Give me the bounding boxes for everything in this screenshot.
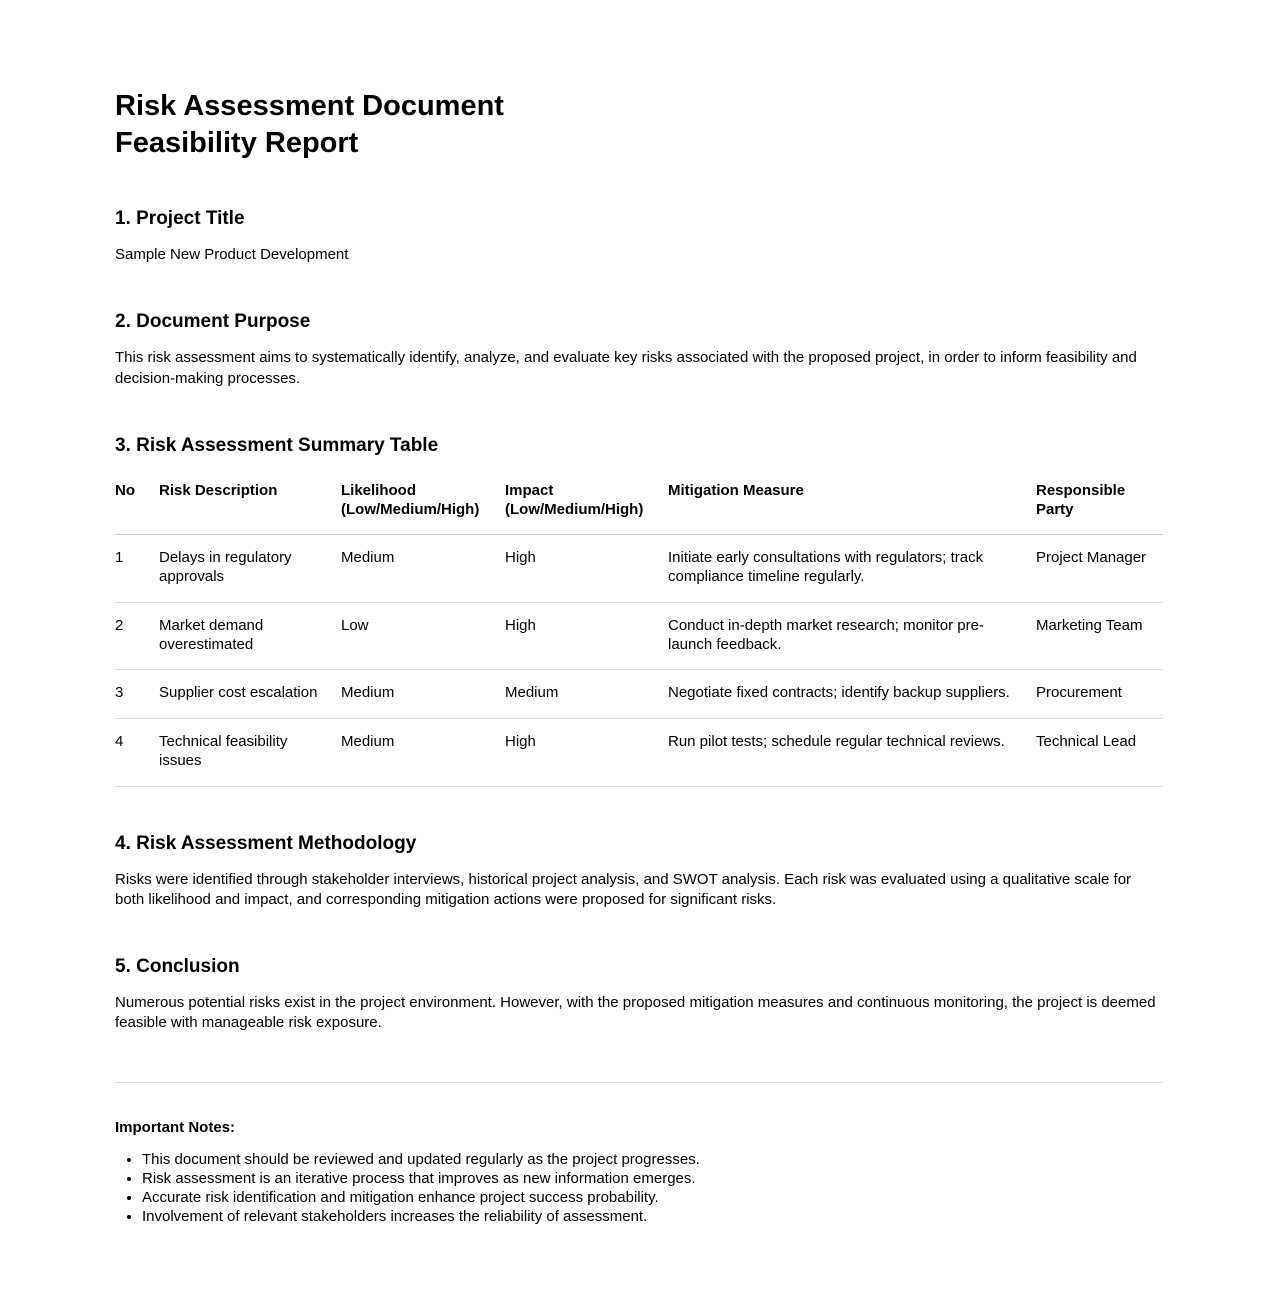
risk-table-header [115,472,1163,535]
section-heading-conclusion: 5. Conclusion [115,956,240,978]
cell-likelihood: Low [341,602,505,670]
cell-responsible: Technical Lead [1036,719,1163,787]
cell-impact: High [505,535,668,603]
cell-impact: High [505,602,668,670]
column-header-impact: Impact (Low/Medium/High) [505,472,668,535]
note-item: • Accurate risk identification and mitigation enhance project success probability. [142,1189,1163,1207]
header-row [115,472,1163,535]
note-item: • Involvement of relevant stakeholders increases the reliability of assessment. [142,1208,1163,1226]
project-title-text: Sample New Product Development [115,246,349,264]
cell-responsible: Procurement [1036,670,1163,719]
section-heading-methodology: 4. Risk Assessment Methodology [115,832,417,854]
risk-table-body [115,535,1163,786]
section-heading-summary-table: 3. Risk Assessment Summary Table [115,434,439,456]
table-row [115,602,1163,670]
column-header-risk-description: Risk Description [159,472,341,535]
cell-impact: High [505,719,668,787]
notes-list [120,1151,1163,1226]
document-title-line-2: Feasibility Report [115,127,359,160]
cell-risk-description: Market demand overestimated [159,602,341,670]
section-divider [115,1082,1163,1083]
cell-responsible: Project Manager [1036,535,1163,603]
cell-likelihood: Medium [341,535,505,603]
cell-likelihood: Medium [341,719,505,787]
notes-heading: Important Notes: [115,1118,235,1136]
cell-mitigation: Run pilot tests; schedule regular technical reviews. [668,719,1036,787]
cell-risk-description: Technical feasibility issues [159,719,341,787]
table-row [115,670,1163,719]
table-row [115,719,1163,787]
risk-summary-table [115,472,1163,787]
note-item: • Risk assessment is an iterative process that improves as new information emerges. [142,1170,1163,1188]
methodology-text: Risks were identified through stakeholder interviews, historical project analysis, and SWOT analysis. Each risk was evaluated using a qualitative scale for both likelihood and impact, and corresponding mitigation actions were proposed for significant risks. [115,870,1132,908]
cell-likelihood: Medium [341,670,505,719]
document-purpose-text: This risk assessment aims to systematically identify, analyze, and evaluate key risks associated with the proposed project, in order to inform feasibility and decision-making processes. [115,349,1137,387]
cell-no: 3 [115,670,159,719]
conclusion-text: Numerous potential risks exist in the project environment. However, with the proposed mitigation measures and continuous monitoring, the project is deemed feasible with manageable risk exposure. [115,994,1156,1032]
column-header-no: No [115,472,159,535]
section-heading-project-title: 1. Project Title [115,208,245,230]
cell-impact: Medium [505,670,668,719]
cell-no: 1 [115,535,159,603]
document-title-line-1: Risk Assessment Document [115,90,504,122]
column-header-responsible: Responsible Party [1036,472,1163,535]
section-heading-document-purpose: 2. Document Purpose [115,311,311,333]
cell-no: 4 [115,719,159,787]
cell-risk-description: Delays in regulatory approvals [159,535,341,603]
cell-responsible: Marketing Team [1036,602,1163,670]
note-item: • This document should be reviewed and updated regularly as the project progresses. [142,1151,1163,1169]
cell-mitigation: Conduct in-depth market research; monitor pre-launch feedback. [668,602,1036,670]
table-row [115,535,1163,603]
cell-mitigation: Initiate early consultations with regulators; track compliance timeline regularly. [668,535,1036,603]
column-header-likelihood: Likelihood (Low/Medium/High) [341,472,505,535]
cell-mitigation: Negotiate fixed contracts; identify backup suppliers. [668,670,1036,719]
document-title [115,88,1163,162]
cell-no: 2 [115,602,159,670]
column-header-mitigation: Mitigation Measure [668,472,1036,535]
cell-risk-description: Supplier cost escalation [159,670,341,719]
